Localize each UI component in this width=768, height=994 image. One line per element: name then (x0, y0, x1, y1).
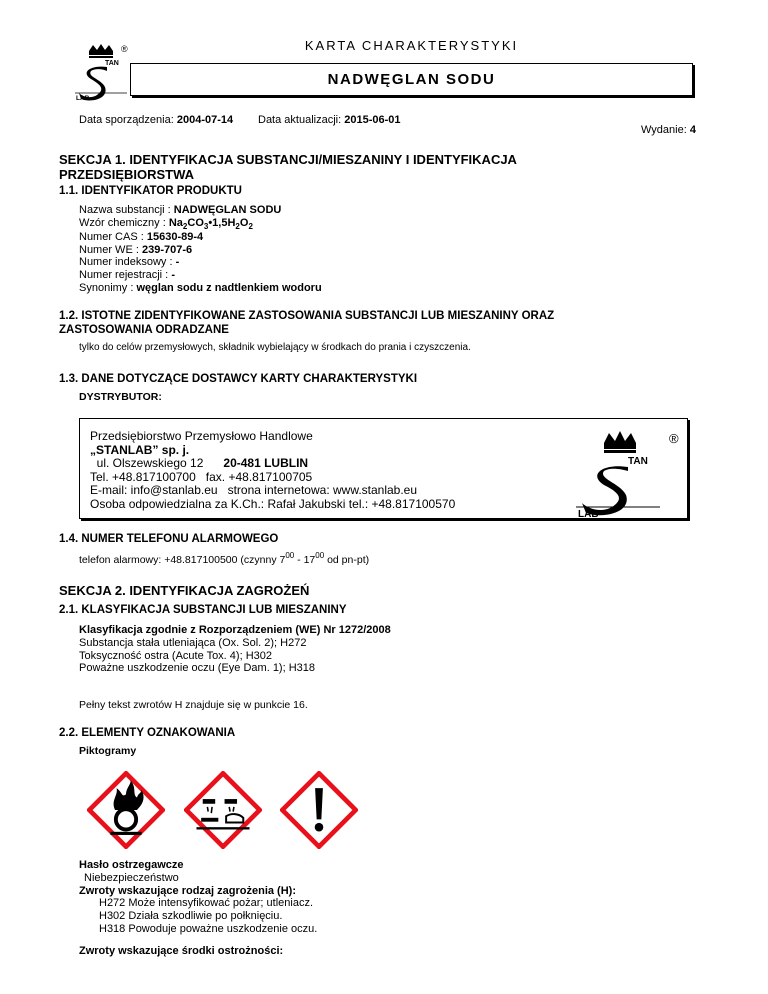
svg-text:LAB: LAB (578, 509, 599, 517)
precautionary-label: Zwroty wskazujące środki ostrożności: (79, 945, 284, 957)
section-2-2-title: 2.2. ELEMENTY OZNAKOWANIA (59, 727, 236, 739)
formula-part: Na (168, 216, 183, 229)
document-type: KARTA CHARAKTERYSTYKI (304, 38, 519, 53)
section1-title: SEKCJA 1. IDENTYFIKACJA SUBSTANCJI/MIESZANINY I IDENTYFIKACJA PRZEDSIĘBIORSTWA (59, 152, 517, 182)
exclamation-icon (280, 771, 358, 849)
signal-word-block: Hasło ostrzegawcze Niebezpieczeństwo Zwroty wskazujące rodzaj zagrożenia (H): H272 Może intensyfikować pożar; utleniacz. H302 Działa szkodliwie po połknięciu. H318 Powoduje poważne uszkodzenie oczu. (79, 859, 318, 935)
edition: Wydanie: 4 (641, 124, 696, 136)
stanlab-logo-large (576, 429, 660, 517)
formula-part: O (239, 216, 249, 229)
created-date: Data sporządzenia: 2004-07-14 (79, 114, 234, 126)
flame-over-circle-icon (87, 771, 165, 849)
section-1-3-title: 1.3. DANE DOTYCZĄCE DOSTAWCY KARTY CHARAKTERYSTYKI (59, 373, 418, 385)
stanlab-logo (75, 43, 127, 101)
formula-subscript: 2 (182, 221, 188, 231)
identified-uses: tylko do celów przemysłowych, składnik wybielający w środkach do prania i czyszczenia. (79, 342, 471, 353)
section-1-2-title: 1.2. ISTOTNE ZIDENTYFIKOWANE ZASTOSOWANIA SUBSTANCJI LUB MIESZANINY ORAZ ZASTOSOWANIA ODRADZANE (59, 310, 555, 336)
distributor-label: DYSTRYBUTOR: (79, 391, 162, 403)
product-name: NADWĘGLAN SODU (327, 71, 496, 88)
svg-text:TAN: TAN (628, 456, 648, 467)
formula-subscript: 2 (248, 221, 253, 231)
svg-text:TAN: TAN (105, 60, 119, 67)
h-full-text-note: Pełny tekst zwrotów H znajduje się w punkcie 16. (79, 699, 308, 711)
section-1-4-title: 1.4. NUMER TELEFONU ALARMOWEGO (59, 533, 279, 545)
svg-text:LAB: LAB (76, 95, 90, 101)
section-1-1-title: 1.1. IDENTYFIKATOR PRODUKTU (59, 185, 242, 197)
updated-date: Data aktualizacji: 2015-06-01 (258, 114, 401, 126)
formula-part: CO (187, 216, 204, 229)
product-identifier: Nazwa substancji : NADWĘGLAN SODU Wzór chemiczny : $Na_2CO_3•1,5H_2O_2$ Numer CAS : 15630-89-4 Numer WE : 239-707-6 Numer indeksowy : - Numer rejestracji : - Synonimy : węglan sodu z nadtlenkiem wodoru (79, 204, 322, 294)
emergency-phone: telefon alarmowy: +48.817100500 (czynny $7^{00} - 17^{00}$ od pn-pt) (79, 551, 370, 566)
chemical-formula (169, 217, 253, 229)
corrosion-icon (184, 771, 262, 849)
section2-title: SEKCJA 2. IDENTYFIKACJA ZAGROŻEŃ (59, 583, 310, 598)
pictograms-label: Piktogramy (79, 745, 137, 757)
classification: Klasyfikacja zgodnie z Rozporządzeniem (WE) Nr 1272/2008 Substancja stała utleniająca (Ox. Sol. 2); H272 Toksyczność ostra (Acute Tox. 4); H302 Poważne uszkodzenie oczu (Eye Dam. 1); H318 (79, 624, 391, 675)
formula-subscript: 3 (203, 221, 209, 231)
supplier-box (79, 418, 688, 519)
formula-subscript: 2 (235, 221, 240, 231)
section-2-1-title: 2.1. KLASYFIKACJA SUBSTANCJI LUB MIESZANINY (59, 604, 347, 616)
registered-mark: ® (121, 44, 128, 54)
supplier-details: Przedsiębiorstwo Przemysłowo Handlowe „STANLAB” sp. j. ul. Olszewskiego 12 20-481 LUBLIN Tel. +48.817100700 fax. +48.817100705 E-mail: info@stanlab.eu strona internetowa: www.stanlab.eu Osoba odpowiedzialna za K.Ch.: Rafał Jakubski tel.: +48.817100570 (90, 429, 456, 511)
formula-part: •1,5H (208, 216, 236, 229)
product-name-box (130, 63, 693, 96)
registered-mark-large: ® (669, 431, 679, 446)
